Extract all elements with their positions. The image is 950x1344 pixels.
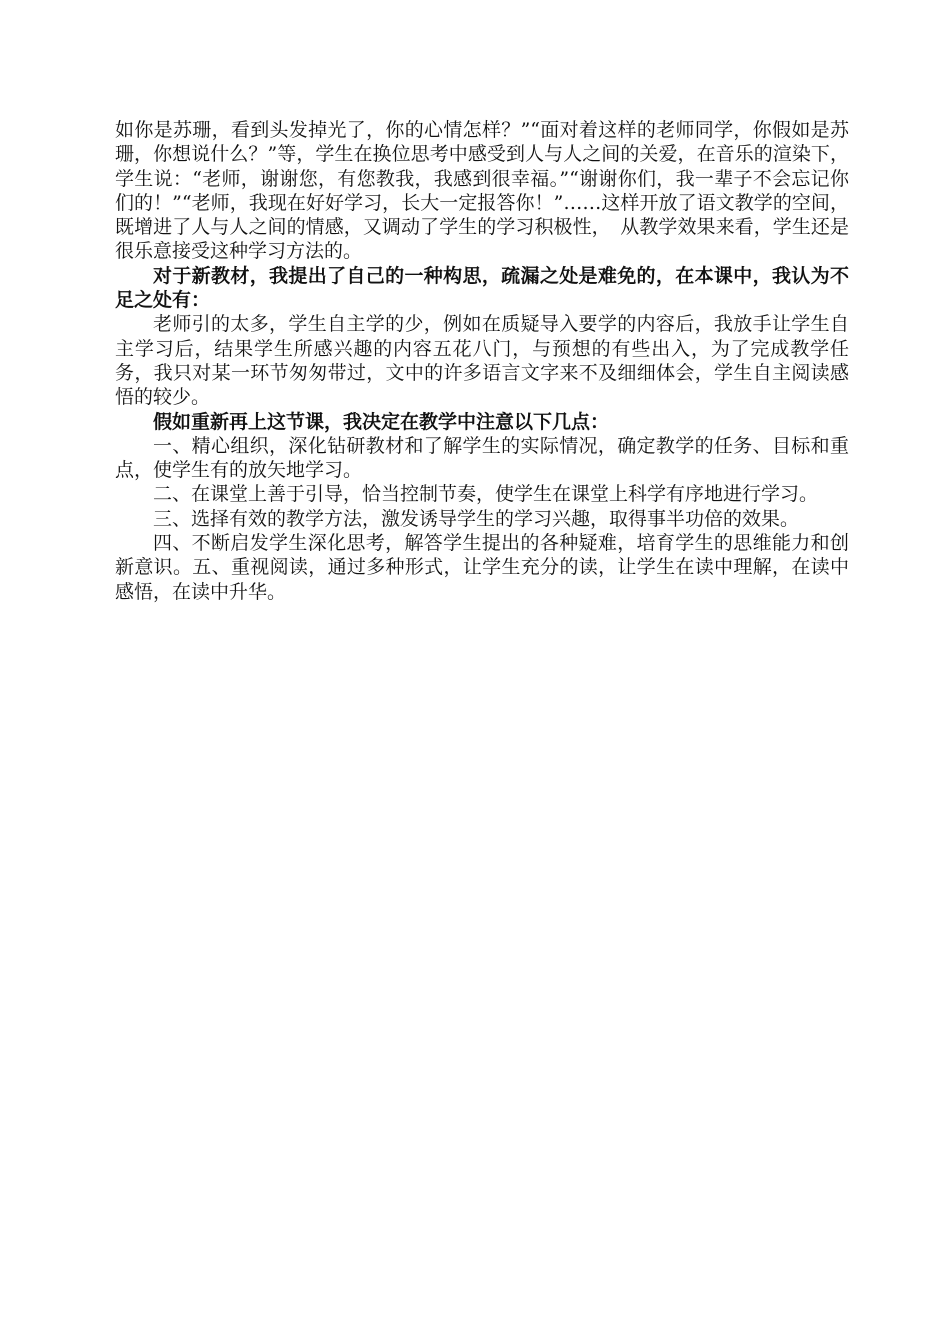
paragraph-point-2: 二、在课堂上善于引导，恰当控制节奏，使学生在课堂上科学有序地进行学习。 [153, 483, 819, 506]
paragraph-improvements-intro: 假如重新再上这节课，我决定在教学中注意以下几点： [153, 410, 610, 433]
document-body [115, 118, 849, 604]
paragraph-shortcomings: 老师引的太多，学生自主学的少，例如在质疑导入要学的内容后，我放手让学生自主学习后，结果学生所感兴趣的内容五花八门，与预想的有些出入，为了完成教学任务，我只对某一环节匆匆带过，文中的许多语言文字来不及细细体会，学生自主阅读感悟的较少。 [115, 313, 849, 409]
paragraph-point-3: 三、选择有效的教学方法，激发诱导学生的学习兴趣，取得事半功倍的效果。 [153, 507, 800, 530]
paragraph-shortcomings-intro: 对于新教材，我提出了自己的一种构思，疏漏之处是难免的，在本课中，我认为不足之处有： [115, 264, 849, 312]
paragraph-point-1: 一、精心组织，深化钻研教材和了解学生的实际情况，确定教学的任务、目标和重点，使学生有的放矢地学习。 [115, 434, 849, 482]
paragraph-point-4-5: 四、不断启发学生深化思考，解答学生提出的各种疑难，培育学生的思维能力和创新意识。五、重视阅读，通过多种形式，让学生充分的读，让学生在读中理解，在读中感悟，在读中升华。 [115, 532, 849, 603]
paragraph-continuation: 如你是苏珊，看到头发掉光了，你的心情怎样？”“面对着这样的老师同学，你假如是苏珊，你想说什么？”等，学生在换位思考中感受到人与人之间的关爱，在音乐的渲染下，学生说：“老师，谢谢您，有您教我，我感到很幸福。”“谢谢你们，我一辈子不会忘记你们的！”“老师，我现在好好学习，长大一定报答你！”……这样开放了语文教学的空间，既增进了人与人之间的情感，又调动了学生的学习积极性， 从教学效果来看，学生还是很乐意接受这种学习方法的。 [115, 119, 849, 263]
